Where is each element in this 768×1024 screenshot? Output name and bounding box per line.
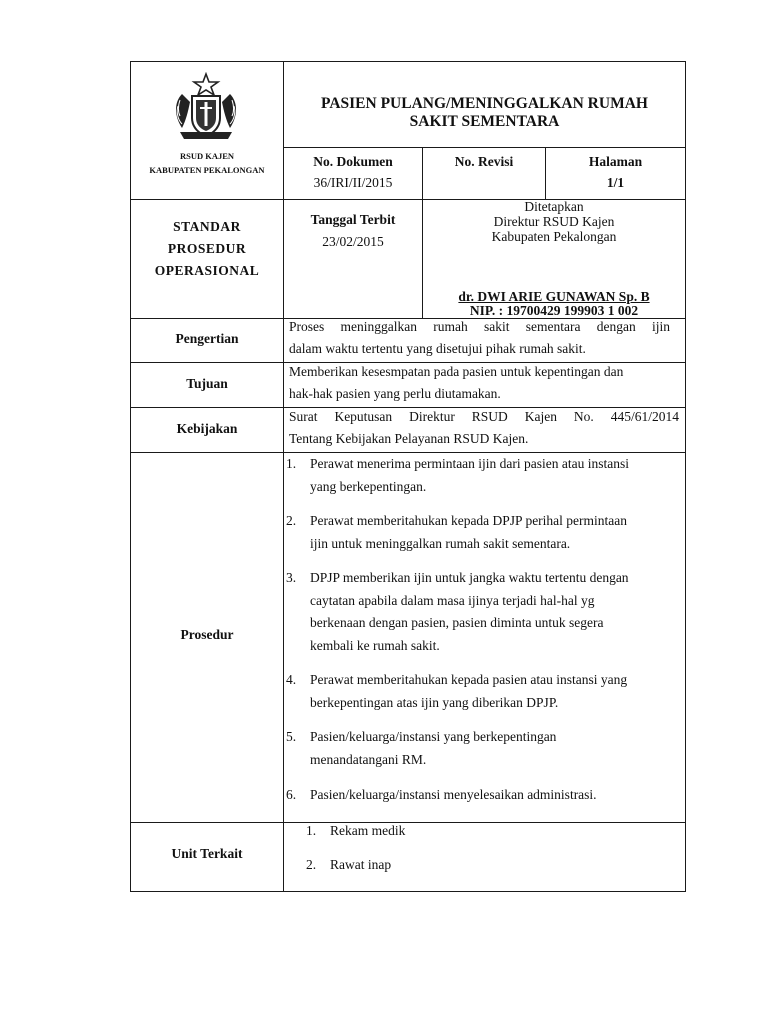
step-line: Perawat memberitahukan kepada DPJP perihal permintaan bbox=[310, 513, 628, 528]
step-number: 4. bbox=[286, 672, 297, 687]
issue-date-label: Tanggal Terbit bbox=[310, 212, 396, 227]
institution-region: KABUPATEN PEKALONGAN bbox=[149, 165, 265, 175]
step-line: berkenaan dengan pasien, pasien diminta untuk segera bbox=[310, 615, 604, 630]
document-title-line1: PASIEN PULANG/MENINGGALKAN RUMAH bbox=[321, 95, 648, 112]
step-line: DPJP memberikan ijin untuk jangka waktu tertentu dengan bbox=[310, 570, 629, 585]
document-number-label: No. Dokumen bbox=[313, 154, 393, 169]
step-number: 5. bbox=[286, 729, 297, 744]
pengertian-text-line2: dalam waktu tertentu yang disetujui pihak rumah sakit. bbox=[289, 341, 586, 356]
step-line: Pasien/keluarga/instansi menyelesaikan administrasi. bbox=[310, 787, 597, 802]
sop-title-line3: OPERASIONAL bbox=[154, 263, 260, 278]
kebijakan-text-line1: Surat Keputusan Direktur RSUD Kajen No. 445/61/2014 bbox=[289, 409, 679, 424]
step-number: 6. bbox=[286, 787, 297, 802]
unit-label: Rekam medik bbox=[330, 823, 406, 838]
regency-emblem-icon bbox=[172, 72, 240, 142]
step-line: berkepentingan atas ijin yang diberikan DPJP. bbox=[310, 694, 559, 710]
kebijakan-label: Kebijakan bbox=[176, 421, 238, 436]
step-line: Pasien/keluarga/instansi yang berkepentingan bbox=[310, 729, 557, 744]
page-label: Halaman bbox=[588, 154, 643, 169]
approval-line1: Ditetapkan bbox=[524, 199, 584, 214]
page-value: 1/1 bbox=[606, 175, 625, 190]
step-line: caytatan apabila dalam masa ijinya terjadi hal-hal yg bbox=[310, 592, 595, 608]
tujuan-text-line1: Memberikan kesesmpatan pada pasien untuk kepentingan dan bbox=[289, 364, 624, 379]
step-line: Perawat memberitahukan kepada pasien atau instansi yang bbox=[310, 672, 628, 687]
document-title-line2: SAKIT SEMENTARA bbox=[409, 113, 560, 130]
table-border-top bbox=[130, 61, 686, 62]
tujuan-label: Tujuan bbox=[186, 376, 228, 391]
step-number: 3. bbox=[286, 570, 297, 585]
table-border-left bbox=[130, 61, 131, 892]
pengertian-label: Pengertian bbox=[175, 331, 239, 346]
pengertian-text-line1: Proses meninggalkan rumah sakit sementara dengan ijin bbox=[289, 319, 670, 334]
row-divider-tujuan bbox=[130, 407, 686, 408]
row-divider-header-title bbox=[283, 147, 686, 148]
step-number: 2. bbox=[286, 513, 297, 528]
sop-title-line1: STANDAR bbox=[173, 219, 241, 234]
unit-terkait-label: Unit Terkait bbox=[171, 846, 243, 861]
approval-line3: Kabupaten Pekalongan bbox=[491, 229, 617, 244]
signer-nip: NIP. : 19700429 199903 1 002 bbox=[469, 303, 639, 318]
kebijakan-text-line2: Tentang Kebijakan Pelayanan RSUD Kajen. bbox=[289, 431, 529, 446]
row-divider-prosedur bbox=[130, 822, 686, 823]
prosedur-label: Prosedur bbox=[180, 627, 234, 642]
unit-number: 1. bbox=[306, 823, 317, 838]
tujuan-text-line2: hak-hak pasien yang perlu diutamakan. bbox=[289, 386, 501, 401]
unit-label: Rawat inap bbox=[330, 857, 392, 872]
step-number: 1. bbox=[286, 456, 297, 471]
signer-name: dr. DWI ARIE GUNAWAN Sp. B bbox=[458, 289, 650, 304]
sop-title-line2: PROSEDUR bbox=[167, 241, 247, 256]
step-line: Perawat menerima permintaan ijin dari pasien atau instansi bbox=[310, 456, 630, 471]
step-line: ijin untuk meninggalkan rumah sakit sementara. bbox=[310, 535, 571, 551]
document-number-value: 36/IRI/II/2015 bbox=[313, 175, 393, 190]
step-line: kembali ke rumah sakit. bbox=[310, 637, 440, 653]
institution-name: RSUD KAJEN bbox=[179, 151, 235, 161]
step-line: yang berkepentingan. bbox=[310, 478, 427, 494]
row-divider-pengertian bbox=[130, 362, 686, 363]
issue-date-value: 23/02/2015 bbox=[322, 234, 384, 249]
approval-line2: Direktur RSUD Kajen bbox=[493, 214, 615, 229]
step-line: menandatangani RM. bbox=[310, 751, 427, 767]
revision-label: No. Revisi bbox=[454, 154, 514, 169]
table-border-right bbox=[685, 61, 686, 892]
table-border-bottom bbox=[130, 891, 686, 892]
unit-number: 2. bbox=[306, 857, 317, 872]
